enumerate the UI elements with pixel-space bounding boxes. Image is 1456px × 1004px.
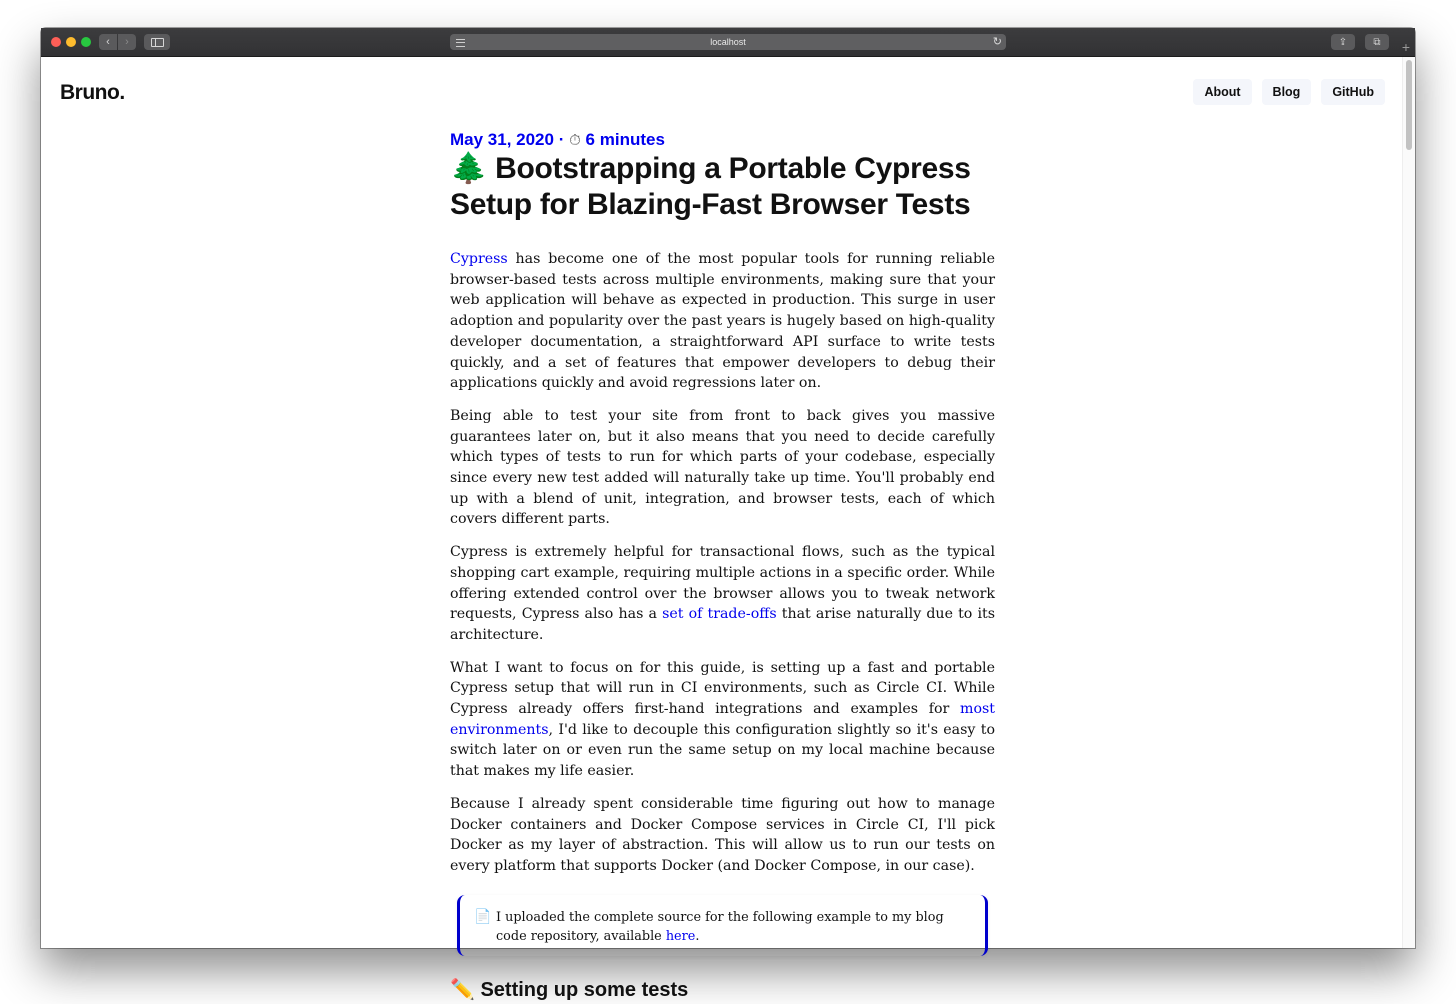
paragraph: What I want to focus on for this guide, is setting up a fast and portable Cypress setup that will run in CI environments, such as Circle CI. While Cypress already offers first-hand integrations and examples for most environments, I'd like to decouple this configuration slightly so it's easy to switch later on or even run the same setup on my local machine because that makes my life easier. [450,659,995,780]
chevron-left-icon: ‹ [106,36,110,48]
new-tab-button[interactable]: + [1401,39,1411,55]
article-meta [450,129,995,151]
browser-toolbar [41,28,1415,57]
pencil-icon: ✏️ [450,978,475,1001]
reload-icon[interactable]: ↻ [992,36,1002,48]
paragraph: Cypress has become one of the most popular tools for running reliable browser-based tests across multiple environments, making sure that your web application will behave as expected in production. This surge in user adoption and popularity over the past years is hugely based on high-quality developer documentation, a straightforward API surface to write tests quickly, and a set of features that empower developers to debug their applications quickly and avoid regressions later on. [450,251,995,392]
document-icon: 📄 [474,908,492,925]
article-date: May 31, 2020 [450,130,554,149]
url-text: localhost [710,37,746,47]
page-viewport [41,57,1415,1001]
minimize-window-button[interactable] [66,37,76,47]
site-nav [1193,79,1385,105]
chevron-right-icon: › [125,36,129,48]
vertical-scrollbar[interactable] [1402,57,1415,948]
callout-text: I uploaded the complete source for the following example to my blog code repository, available [496,909,944,944]
scrollbar-thumb[interactable] [1406,60,1412,150]
cypress-link[interactable]: Cypress [450,251,508,267]
sidebar-icon [151,38,164,47]
meta-separator: · [558,130,565,149]
section-heading [450,976,995,1001]
share-button[interactable] [1331,34,1355,50]
share-icon: ⇪ [1338,37,1348,48]
paragraph: Because I already spent considerable time figuring out how to manage Docker containers and Docker Compose services in Circle CI, I'll pick Docker as my layer of abstraction. This will allow us to run our tests on every platform that supports Docker (and Docker Compose, in our case). [450,795,995,874]
trade-offs-link[interactable]: set of trade-offs [662,606,777,623]
site-logo[interactable]: Bruno. [60,81,125,104]
tab-overview-button[interactable] [1365,34,1389,50]
sidebar-toggle-button[interactable] [144,34,170,50]
tree-icon: 🌲 [450,152,488,185]
stopwatch-icon: ⏱ [569,132,581,149]
close-window-button[interactable] [51,37,61,47]
browser-window [41,28,1415,1001]
repository-link[interactable]: here [665,928,696,944]
back-button[interactable] [99,34,117,50]
zoom-window-button[interactable] [81,37,91,47]
callout-box: 📄 I uploaded the complete source for the following example to my blog code repository, available here. [457,895,988,956]
nav-link-blog[interactable]: Blog [1262,79,1312,105]
paragraph: Being able to test your site from front to back gives you massive guarantees later on, but it also means that you need to decide carefully which types of tests to run for which parts of your codebase, especially since every new test added will naturally take up time. You'll probably end up with a blend of unit, integration, and browser tests, each of which covers different parts. [450,407,995,528]
article [450,129,995,1001]
tabs-icon: ⧉ [1373,37,1381,48]
article-title [450,151,995,223]
article-title-text: Bootstrapping a Portable Cypress Setup for Blazing-Fast Browser Tests [450,152,971,221]
nav-link-github[interactable]: GitHub [1321,79,1385,105]
article-body [450,249,995,877]
address-bar[interactable] [450,34,1006,50]
most-environments-link[interactable]: most environments [450,701,995,738]
forward-button[interactable] [118,34,136,50]
paragraph: Cypress is extremely helpful for transactional flows, such as the typical shopping cart example, requiring multiple actions in a specific order. While offering extended control over the browser allows you to tweak network requests, Cypress also has a set of trade-offs that arise naturally due to its architecture. [450,544,995,643]
section-heading-text: Setting up some tests [480,978,689,1001]
nav-link-about[interactable]: About [1193,79,1251,105]
reading-time: 6 minutes [585,130,665,149]
